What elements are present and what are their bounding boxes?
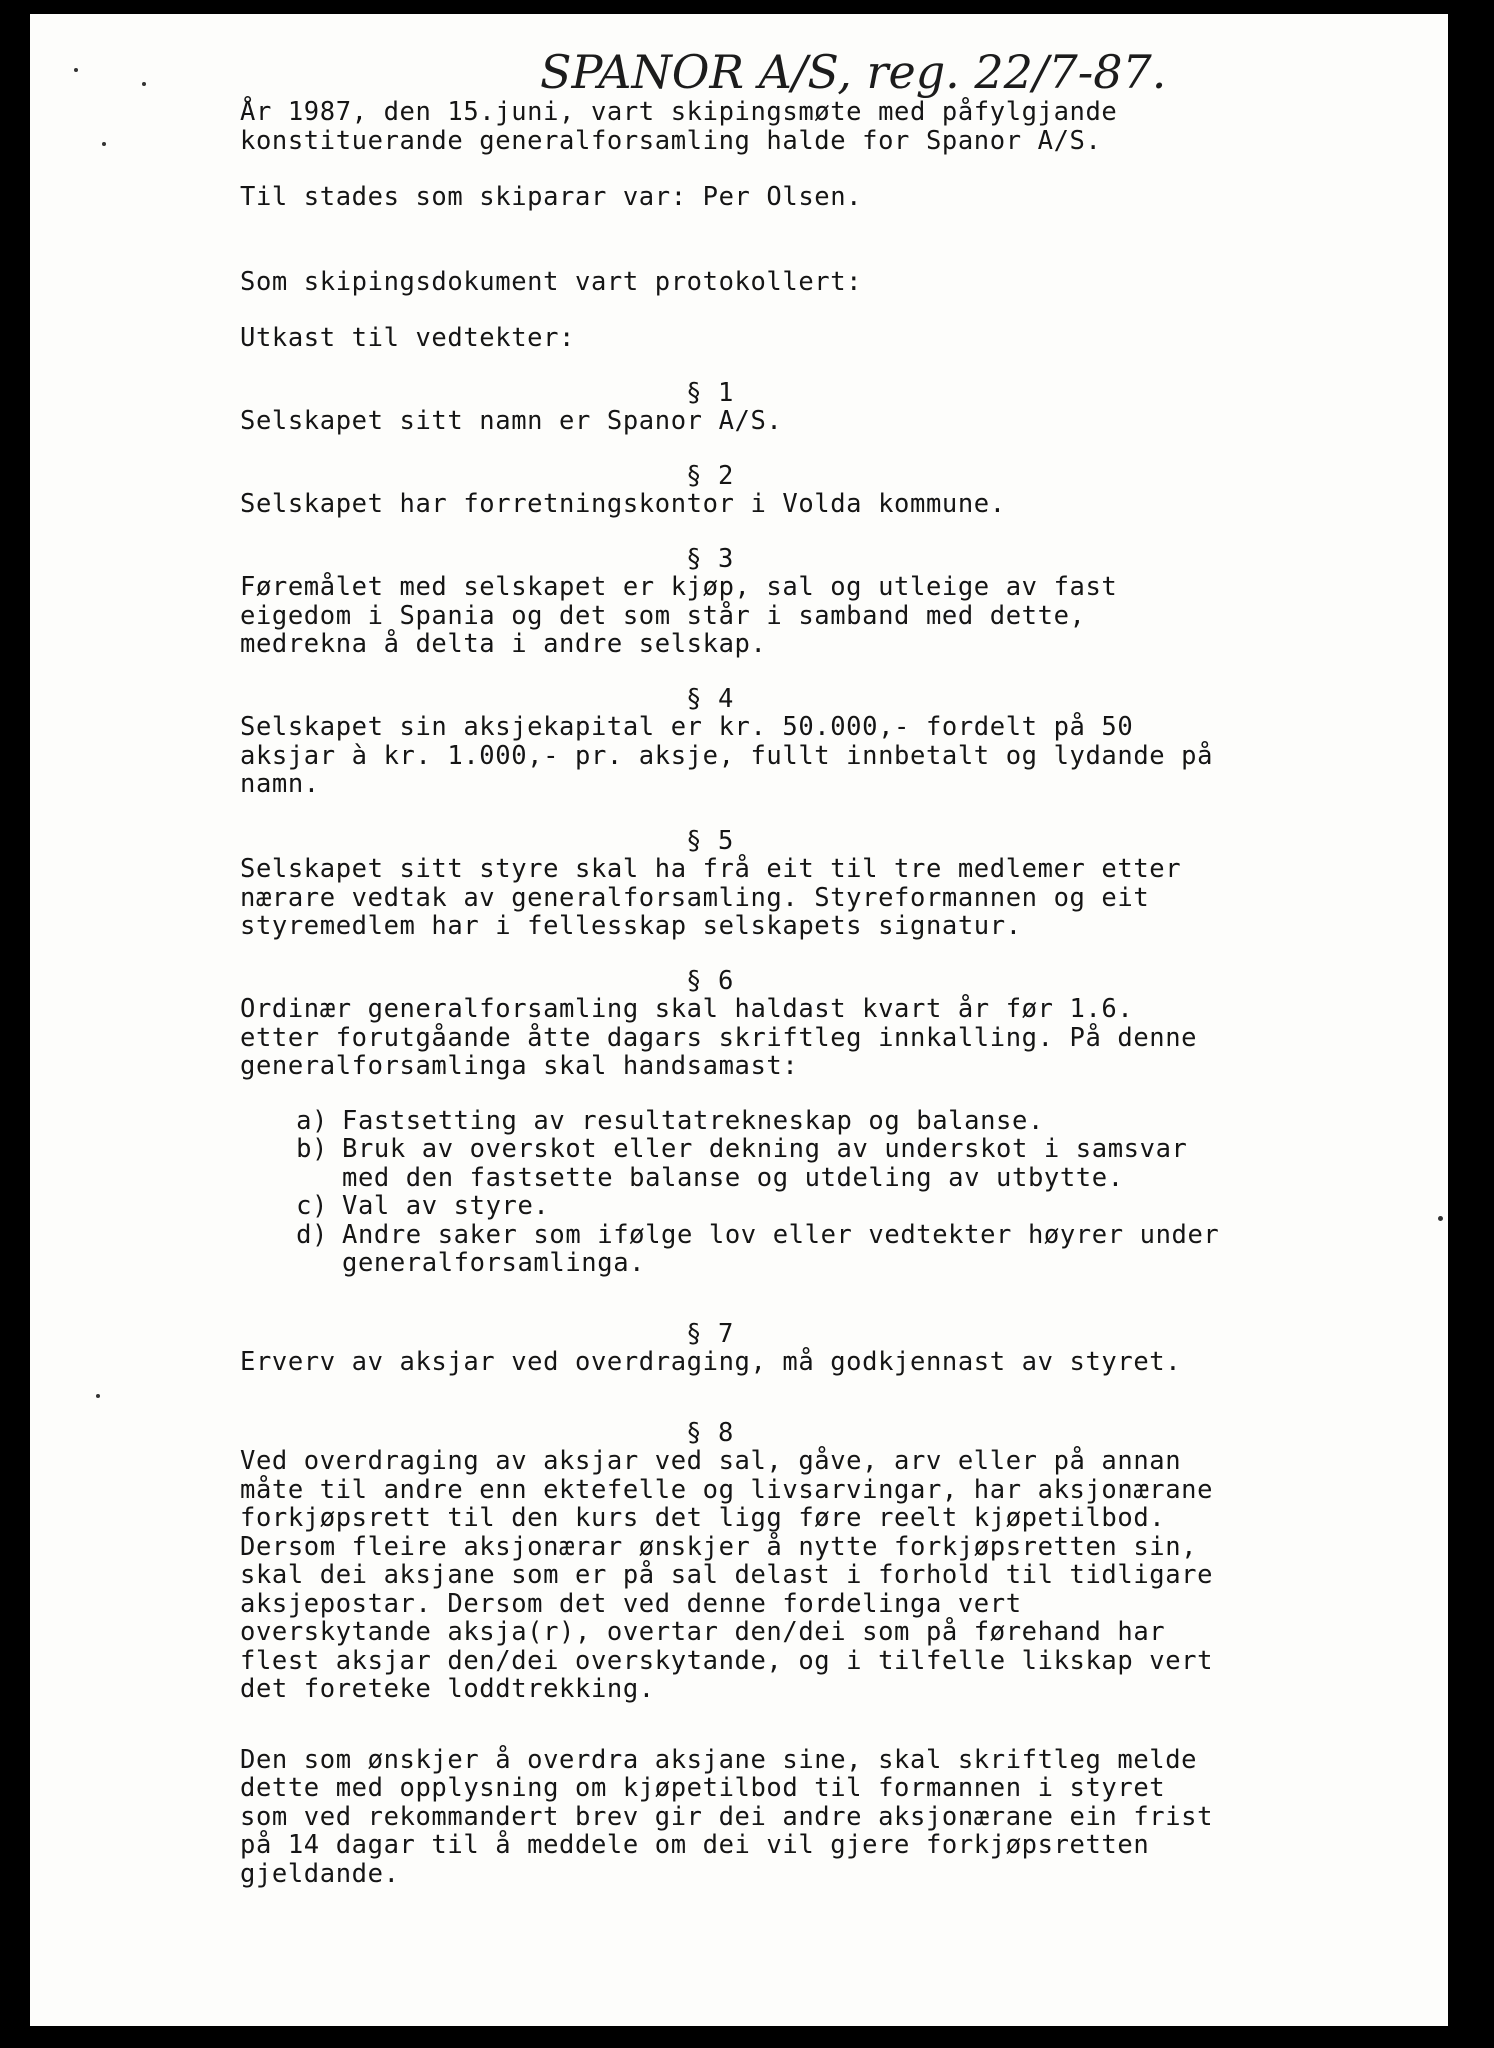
agenda-item-label: d) xyxy=(296,1219,328,1250)
section-line: Dersom fleire aksjonærar ønskjer å nytte forkjøpsretten sin, xyxy=(240,1531,1198,1562)
agenda-item xyxy=(240,1135,1380,1192)
section-line: Erverv av aksjar ved overdraging, må godkjennast av styret. xyxy=(240,1347,1182,1377)
document-body xyxy=(240,98,1380,1888)
intro-line: konstituerande generalforsamling halde for Spanor A/S. xyxy=(240,125,1102,156)
section-line: Ved overdraging av aksjar ved sal, gåve, arv eller på annan xyxy=(240,1446,1182,1476)
speck xyxy=(74,68,78,72)
section-label: § 8 xyxy=(686,1417,734,1448)
agenda-item xyxy=(240,1107,1380,1136)
section-line: måte til andre enn ektefelle og livsarvingar, har aksjonærane xyxy=(240,1474,1214,1505)
recorded-line: Som skipingsdokument vart protokollert: xyxy=(240,266,863,297)
section-label: § 4 xyxy=(686,683,734,714)
agenda-item-line: Andre saker som ifølge lov eller vedtekter høyrer under xyxy=(342,1219,1220,1250)
section-label: § 6 xyxy=(686,965,734,996)
speck xyxy=(142,82,146,86)
section-label: § 1 xyxy=(686,377,734,408)
closing-line: Den som ønskjer å overdra aksjane sine, skal skriftleg melde xyxy=(240,1744,1198,1775)
section-line: nærare vedtak av generalforsamling. Styreformannen og eit xyxy=(240,882,1150,913)
section-line: forkjøpsrett til den kurs det ligg føre reelt kjøpetilbod. xyxy=(240,1503,1166,1533)
handwritten-annotation xyxy=(540,42,1260,104)
agenda-item-line: Bruk av overskot eller dekning av underskot i samsvar xyxy=(342,1134,1188,1164)
section-line: Selskapet sitt styre skal ha frå eit til tre medlemer etter xyxy=(240,854,1182,884)
section-line: Selskapet sitt namn er Spanor A/S. xyxy=(240,406,783,436)
closing-line: som ved rekommandert brev gir dei andre aksjonærane ein frist xyxy=(240,1801,1214,1832)
section-line: medrekna å delta i andre selskap. xyxy=(240,629,767,659)
section-line: Selskapet sin aksjekapital er kr. 50.000,- fordelt på 50 xyxy=(240,712,1134,742)
agenda-item-label: b) xyxy=(296,1134,328,1164)
document-page xyxy=(30,14,1448,2026)
attendance-line: Til stades som skiparar var: Per Olsen. xyxy=(240,182,863,212)
speck xyxy=(1438,1216,1443,1221)
section-line: overskytande aksja(r), overtar den/dei som på førehand har xyxy=(240,1617,1166,1647)
section-line: eigedom i Spania og det som står i samband med dette, xyxy=(240,600,1086,631)
section-line: styremedlem har i fellesskap selskapets signatur. xyxy=(240,911,1022,941)
section-line: etter forutgåande åtte dagars skriftleg innkalling. På denne xyxy=(240,1022,1198,1053)
section-label: § 7 xyxy=(686,1318,734,1349)
section-line: flest aksjar den/dei overskytande, og i tilfelle likskap vert xyxy=(240,1645,1214,1676)
section-line: det foreteke loddtrekking. xyxy=(240,1674,655,1704)
section-line: aksjar à kr. 1.000,- pr. aksje, fullt innbetalt og lydande på xyxy=(240,740,1214,771)
section-line: Selskapet har forretningskontor i Volda kommune. xyxy=(240,489,1006,519)
section-line: Føremålet med selskapet er kjøp, sal og utleige av fast xyxy=(240,572,1118,602)
speck xyxy=(96,1394,100,1398)
section-line: Ordinær generalforsamling skal haldast kvart år før 1.6. xyxy=(240,994,1134,1024)
closing-line: på 14 dagar til å meddele om dei vil gjere forkjøpsretten xyxy=(240,1830,1150,1860)
section-line: generalforsamlinga skal handsamast: xyxy=(240,1051,799,1081)
section-line: skal dei aksjane som er på sal delast i forhold til tidligare xyxy=(240,1560,1214,1590)
agenda-item-label: c) xyxy=(296,1191,328,1221)
closing-line: gjeldande. xyxy=(240,1858,400,1889)
draft-heading: Utkast til vedtekter: xyxy=(240,323,575,353)
section-label: § 2 xyxy=(686,460,734,491)
section-label: § 3 xyxy=(686,543,734,574)
agenda-item xyxy=(240,1192,1380,1221)
agenda-item-line: generalforsamlinga. xyxy=(342,1248,646,1278)
agenda-item-line: med den fastsette balanse og utdeling av utbytte. xyxy=(342,1162,1124,1193)
agenda-item xyxy=(240,1221,1380,1278)
intro-line: År 1987, den 15.juni, vart skipingsmøte med påfylgjande xyxy=(240,97,1118,127)
closing-line: dette med opplysning om kjøpetilbod til formannen i styret xyxy=(240,1773,1166,1803)
agenda-item-line: Fastsetting av resultatrekneskap og balanse. xyxy=(342,1105,1044,1136)
speck xyxy=(102,142,106,146)
section-line: aksjepostar. Dersom det ved denne fordelinga vert xyxy=(240,1588,1022,1619)
section-line: namn. xyxy=(240,769,320,799)
handwritten-annotation-text: SPANOR A/S, reg. 22/7-87. xyxy=(540,45,1167,99)
section-label: § 5 xyxy=(686,825,734,856)
agenda-item-line: Val av styre. xyxy=(342,1191,550,1221)
agenda-item-label: a) xyxy=(296,1105,328,1136)
